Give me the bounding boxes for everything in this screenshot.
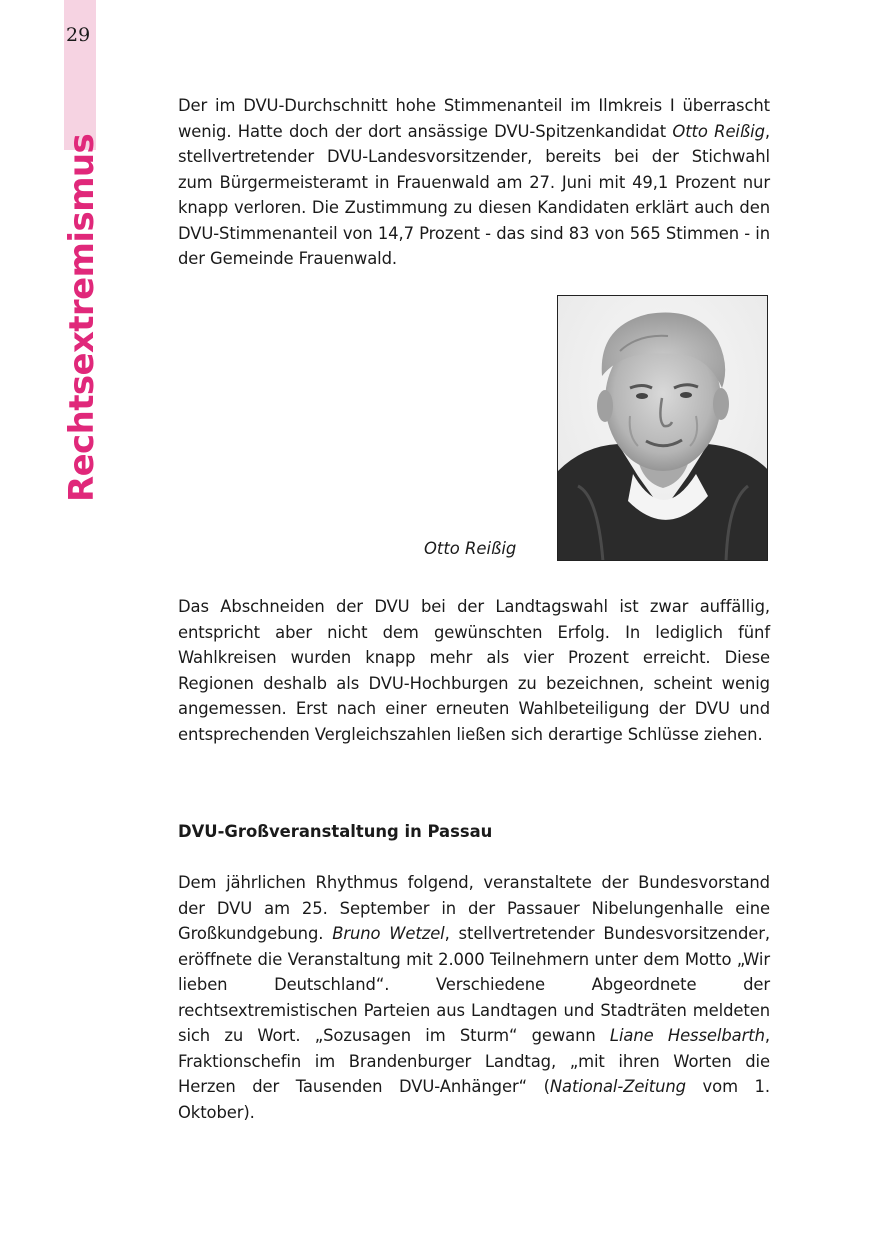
- source-name: National-Zeitung: [549, 1077, 686, 1096]
- portrait-icon: [558, 296, 768, 561]
- paragraph-1: Der im DVU-Durchschnitt hohe Stimmenanteil im Ilmkreis I überrascht wenig. Hatte doch der dort ansässige DVU-Spitzenkandidat Otto Reißig, stellvertretender DVU-Landesvorsitzender, bereits bei der Stichwahl zum Bürgermeisteramt in Frauenwald am 27. Juni mit 49,1 Prozent nur knapp verloren. Die Zustimmung zu diesen Kandidaten erklärt auch den DVU-Stimmenanteil von 14,7 Prozent - das sind 83 von 565 Stimmen - in der Gemeinde Frauenwald.: [178, 96, 770, 268]
- section-label: Rechtsextremismus: [62, 133, 102, 502]
- portrait-photo: [557, 295, 768, 561]
- paragraph-3: Dem jährlichen Rhythmus folgend, veranstaltete der Bundesvorstand der DVU am 25. September in der Passauer Nibelungenhalle eine Großkundgebung. Bruno Wetzel, stellvertretender Bundesvorsitzender, eröffnete die Veranstaltung mit 2.000 Teilnehmern unter dem Motto „Wir lieben Deutschland“. Verschiedene Abgeordnete der rechtsextremistischen Parteien aus Landtagen und Stadträten meldeten sich zu Wort. „Sozusagen im Sturm“ gewann Liane Hesselbarth, Fraktionschefin im Brandenburger Landtag, „mit ihren Worten die Herzen der Tausenden DVU-Anhänger“ (National-Zeitung vom 1. Oktober).: [178, 873, 770, 1122]
- person-name: Otto Reißig: [672, 121, 765, 141]
- page-edge-bar: [64, 0, 96, 150]
- paragraph-2: Das Abschneiden der DVU bei der Landtagswahl ist zwar auffällig, entspricht aber nicht dem gewünschten Erfolg. In lediglich fünf Wahlkreisen wurden knapp mehr als vier Prozent erreicht. Diese Regionen deshalb als DVU-Hochburgen zu bezeichnen, scheint wenig angemessen. Erst nach einer erneuten Wahlbeteiligung der DVU und entsprechenden Vergleichszahlen ließen sich derartige Schlüsse ziehen.: [178, 597, 770, 744]
- person-name: Liane Hesselbarth: [609, 1026, 765, 1045]
- page-number: 29: [66, 24, 91, 46]
- section-heading: DVU-Großveranstaltung in Passau: [178, 822, 493, 841]
- person-name: Bruno Wetzel: [332, 924, 445, 943]
- photo-caption: Otto Reißig: [424, 539, 517, 558]
